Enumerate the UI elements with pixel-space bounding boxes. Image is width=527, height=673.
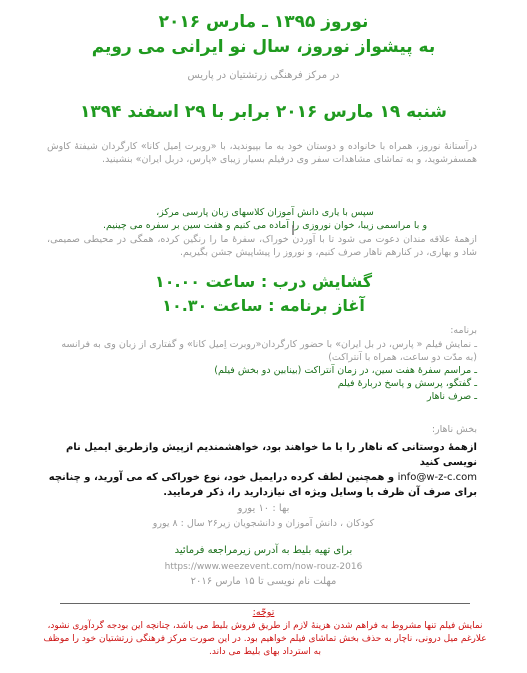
notice-text: نمایش فیلم تنها مشروط به فراهم شدن هزینهٔ لازم از طریق فروش بلیط می باشد، چنانچه این بودجه گردآوری نشود، علارغم میل درونی، ناچار به حذف بخش تماشای فیلم خواهیم بود. در این صورت مرکز فرهنگی زرتشتیان خود را موظف به استرداد بهای بلیط می داند. <box>43 621 487 657</box>
lunch-line-2-text: و همچنین لطف کرده درایمیل خود، نوع خوراکی که می آورید، و چنانچه <box>48 472 395 483</box>
event-subtitle: به پیشواز نوروز، سال نو ایرانی می رویم <box>91 37 436 57</box>
lunch-section <box>37 440 477 500</box>
event-title: نوروز ۱۳۹۵ ـ مارس ۲۰۱۶ <box>158 12 369 32</box>
program-item-haftsin: ـ مراسم سفرهٔ هفت سین، در زمان آنتراکت (بینابین دو بخش فیلم) <box>214 365 477 376</box>
program-item-film: ـ نمایش فیلم « پارس، در بل ایران» با حضور کارگردان«روبرت اِمیل کانا» و گفتاری از زبان وی به فرانسه (به مدّت دو ساعت، همراه با آنتراکت) <box>61 339 477 363</box>
program-heading: برنامه: <box>450 325 477 336</box>
discount-price: کودکان ، دانش آموزان و دانشجویان زیر۲۶ سال : ۸ یورو <box>152 518 375 529</box>
program-item-lunch: ـ صرف ناهار <box>426 391 477 402</box>
venue-line: در مرکز فرهنگی زرتشتیان در پاریس <box>187 70 340 81</box>
registration-deadline: مهلت نام نویسی تا ۱۵ مارس ۲۰۱۶ <box>190 576 337 587</box>
notice-heading: توجّه: <box>252 607 275 618</box>
divider <box>60 603 470 604</box>
doors-open-time: گشایش درب : ساعت ۱۰.۰۰ <box>154 272 373 291</box>
intro-paragraph-2 <box>90 206 440 232</box>
ticket-link[interactable]: https://www.weezevent.com/now-rouz-2016 <box>164 562 363 572</box>
lunch-line-3: برای صرف آن ظرف یا وسایل ویژه ای نیازدارید را، ذکر فرمایید. <box>163 487 477 498</box>
program-list <box>47 338 477 403</box>
lunch-line-1: ازهمهٔ دوستانی که ناهار را با ما خواهند بود، خواهشمندیم ازپیش وازطریق ایمیل نام نویسی کنید <box>65 442 477 468</box>
ticket-info: برای تهیه بلیط به آدرس زیرمراجعه فرمائید <box>174 545 353 556</box>
intro-paragraph-1: درآستانهٔ نوروز، همراه با خانواده و دوستان خود به ما بپیوندید، با «روبرت اِمیل کانا» کارگردان شیفتهٔ کاوش همسفرشوید، و به تماشای مشاهدات سفر وی درفیلم بسیار زیبای «پارس، دربل ایران» بنشینید. <box>47 141 477 165</box>
event-date: شنبه ۱۹ مارس ۲۰۱۶ برابر با ۲۹ اسفند ۱۳۹۴ <box>79 102 448 122</box>
program-item-discussion: ـ گفتگو، پرسش و پاسخ دربارهٔ فیلم <box>337 378 477 389</box>
ticket-price: بها : ۱۰ یورو <box>237 503 290 514</box>
contact-email[interactable]: info@w-z-c.com <box>397 472 477 483</box>
intro-paragraph-2-line-1: سپس با یاری دانش آموزان کلاسهای زبان پارسی مرکز، <box>156 207 374 218</box>
intro-paragraph-2-line-2: و با مراسمی زیبا، خوان نوروزی را آماده می کنیم و هفت سین بر سفره می چینیم. <box>102 220 428 231</box>
lunch-line-2 <box>37 470 477 485</box>
intro-paragraph-3: ازهمهٔ علاقه مندان دعوت می شود تا با آوردن خوراک، سفرهٔ ما را رنگین کرده، همگی در محیطی صمیمی، شاد و بهاری، در کنارهم ناهار صرف کنیم، و نوروز را پیشاپیش جشن بگیریم. <box>47 234 477 258</box>
lunch-heading: بخش ناهار: <box>431 424 477 435</box>
program-start-time: آغاز برنامه : ساعت ۱۰.۳۰ <box>162 296 365 315</box>
